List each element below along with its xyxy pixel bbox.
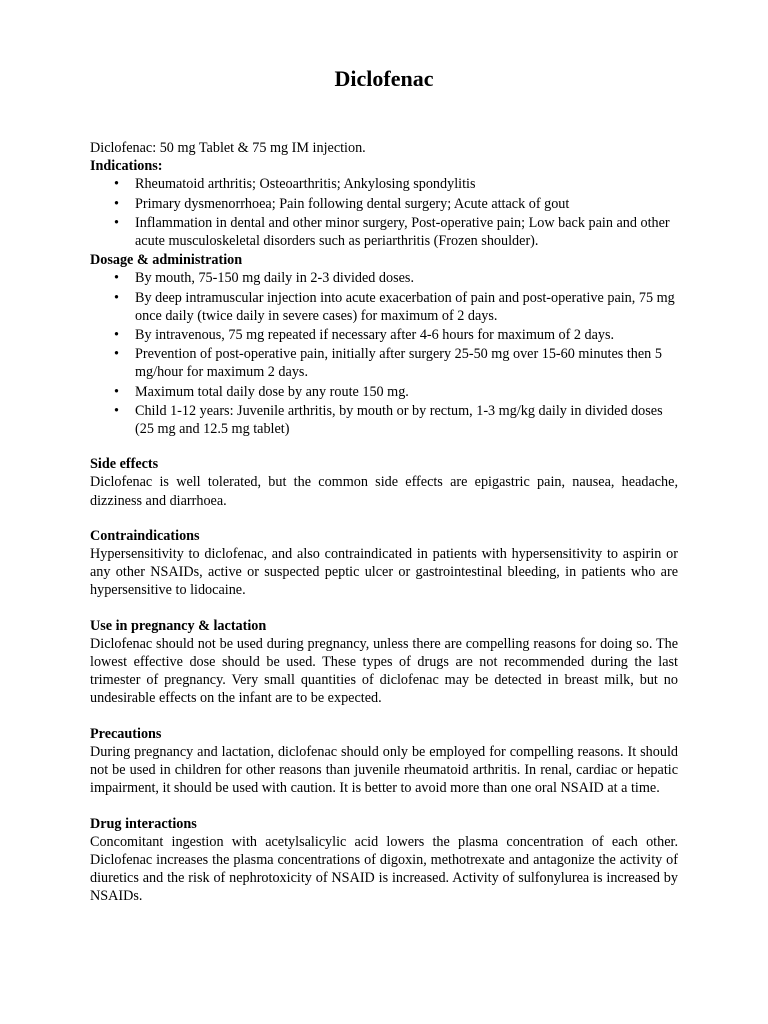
list-item: • By intravenous, 75 mg repeated if necessary after 4-6 hours for maximum of 2 days. xyxy=(114,327,615,344)
intro-line: Diclofenac: 50 mg Tablet & 75 mg IM injection. xyxy=(90,140,366,156)
interactions-heading: Drug interactions xyxy=(90,815,197,832)
precautions-text: During pregnancy and lactation, diclofenac should only be employed for compelling reasons. It should not be used in children for other reasons than juvenile rheumatoid arthritis. In renal, cardiac or hepatic impairment, it should be used with caution. It is better to avoid more than one oral NSAID at a time. xyxy=(90,743,678,797)
dosage-heading: Dosage & administration xyxy=(90,252,243,269)
pregnancy-heading: Use in pregnancy & lactation xyxy=(90,617,267,634)
contraindications-heading: Contraindications xyxy=(90,527,200,544)
side-effects-heading: Side effects xyxy=(90,456,159,473)
list-item: • By mouth, 75-150 mg daily in 2-3 divided doses. xyxy=(114,270,415,287)
indications-list xyxy=(90,175,678,250)
indications-heading: Indications: xyxy=(90,158,163,175)
bullet-icon: • xyxy=(114,327,119,344)
bullet-icon: • xyxy=(114,346,119,363)
bullet-icon: • xyxy=(114,402,119,419)
bullet-icon: • xyxy=(114,289,119,306)
pregnancy-text: Diclofenac should not be used during pregnancy, unless there are compelling reasons for doing so. The lowest effective dose should be used. These types of drugs are not recommended during the last trimester of pregnancy. Very small quantities of diclofenac may be detected in breast milk, but no undesirable effects on the infant are to be expected. xyxy=(90,635,678,707)
pregnancy-section xyxy=(90,617,678,708)
list-item: • Rheumatoid arthritis; Osteoarthritis; Ankylosing spondylitis xyxy=(114,176,476,193)
interactions-text: Concomitant ingestion with acetylsalicylic acid lowers the plasma concentration of each other. Diclofenac increases the plasma concentrations of digoxin, methotrexate and antagonize the activity of diuretics and the risk of nephrotoxicity of NSAID is increased. Activity of sulfonylurea is increased by NSAIDs. xyxy=(90,833,678,905)
list-item: • Primary dysmenorrhoea; Pain following dental surgery; Acute attack of gout xyxy=(114,195,570,212)
side-effects-section xyxy=(90,455,678,510)
precautions-section xyxy=(90,725,678,798)
bullet-icon: • xyxy=(114,383,119,400)
list-item: • Child 1-12 years: Juvenile arthritis, by mouth or by rectum, 1-3 mg/kg daily in divided doses (25 mg and 12.5 mg tablet) xyxy=(114,402,663,438)
bullet-icon: • xyxy=(114,270,119,287)
list-item: • Inflammation in dental and other minor surgery, Post-operative pain; Low back pain and other acute musculoskeletal disorders such as periarthritis (Frozen shoulder). xyxy=(114,214,670,250)
list-item: • By deep intramuscular injection into acute exacerbation of pain and post-operative pain, 75 mg once daily (twice daily in severe cases) for maximum of 2 days. xyxy=(114,289,675,324)
list-item: • Maximum total daily dose by any route 150 mg. xyxy=(114,383,409,400)
side-effects-text: Diclofenac is well tolerated, but the common side effects are epigastric pain, nausea, headache, dizziness and diarrhoea. xyxy=(90,474,678,509)
bullet-icon: • xyxy=(114,195,119,212)
document-body xyxy=(90,139,678,906)
bullet-icon: • xyxy=(114,176,119,193)
interactions-section xyxy=(90,815,678,906)
contraindications-section xyxy=(90,527,678,600)
page-title: Diclofenac xyxy=(334,66,434,91)
precautions-heading: Precautions xyxy=(90,725,162,742)
dosage-list xyxy=(90,269,678,438)
bullet-icon: • xyxy=(114,214,119,231)
list-item: • Prevention of post-operative pain, initially after surgery 25-50 mg over 15-60 minutes then 5 mg/hour for maximum 2 days. xyxy=(114,346,662,381)
contraindications-text: Hypersensitivity to diclofenac, and also contraindicated in patients with hypersensitivity to aspirin or any other NSAIDs, active or suspected peptic ulcer or gastrointestinal bleeding, in patients who are hypersensitive to lidocaine. xyxy=(90,546,678,599)
